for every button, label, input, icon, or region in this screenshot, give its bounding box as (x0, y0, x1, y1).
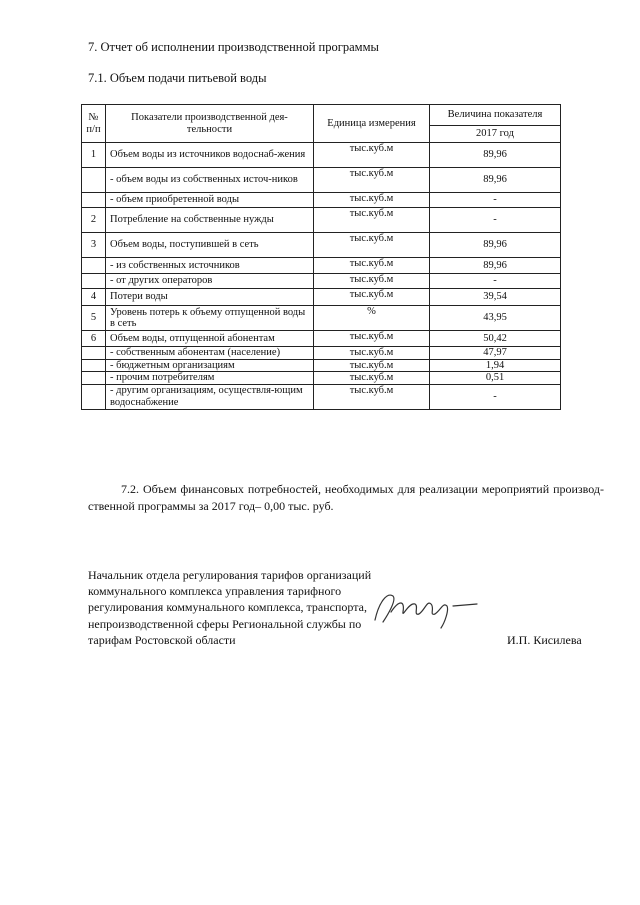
table-row (82, 233, 561, 258)
row-value: - (430, 208, 561, 233)
table-row (82, 372, 561, 385)
row-indicator: Уровень потерь к объему отпущенной воды в сеть (106, 306, 314, 331)
section-title: 7. Отчет об исполнении производственной программы (88, 40, 379, 54)
row-num (82, 359, 106, 372)
table-row (82, 384, 561, 409)
row-value: - (430, 193, 561, 208)
row-unit: тыс.куб.м (314, 208, 430, 233)
row-num (82, 347, 106, 360)
table-row (82, 168, 561, 193)
row-num (82, 193, 106, 208)
row-value: 0,51 (430, 372, 561, 385)
row-indicator: - другим организациям, осуществля-ющим водоснабжение (106, 384, 314, 409)
row-num: 2 (82, 208, 106, 233)
header-num: № п/п (82, 105, 106, 143)
row-indicator: - объем приобретенной воды (106, 193, 314, 208)
table-row (82, 289, 561, 306)
row-value: 39,54 (430, 289, 561, 306)
row-value: 89,96 (430, 168, 561, 193)
row-num (82, 372, 106, 385)
header-year: 2017 год (430, 126, 561, 143)
row-unit: тыс.куб.м (314, 193, 430, 208)
table-body (82, 143, 561, 410)
table-row (82, 143, 561, 168)
row-unit: тыс.куб.м (314, 168, 430, 193)
row-num: 6 (82, 331, 106, 347)
row-value: 50,42 (430, 331, 561, 347)
table-row (82, 193, 561, 208)
row-value: 89,96 (430, 143, 561, 168)
table-row (82, 331, 561, 347)
row-unit: тыс.куб.м (314, 347, 430, 360)
row-indicator: - объем воды из собственных источ-ников (106, 168, 314, 193)
row-unit: % (314, 306, 430, 331)
header-value: Величина показателя (430, 105, 561, 126)
row-unit: тыс.куб.м (314, 143, 430, 168)
water-supply-table (81, 104, 561, 410)
row-indicator: - собственным абонентам (население) (106, 347, 314, 360)
position-line: Начальник отдела регулирования тарифов организаций (88, 568, 372, 582)
header-unit: Единица измерения (314, 105, 430, 143)
row-indicator: Объем воды, отпущенной абонентам (106, 331, 314, 347)
table-row (82, 258, 561, 274)
row-num (82, 384, 106, 409)
row-num: 1 (82, 143, 106, 168)
row-num (82, 274, 106, 289)
position-line: непроизводственной сферы Региональной службы по (88, 616, 362, 631)
signatory-position (88, 567, 388, 648)
row-value: 89,96 (430, 233, 561, 258)
row-indicator: Объем воды, поступившей в сеть (106, 233, 314, 258)
row-num: 3 (82, 233, 106, 258)
table-row (82, 208, 561, 233)
row-unit: тыс.куб.м (314, 359, 430, 372)
table-row (82, 306, 561, 331)
row-unit: тыс.куб.м (314, 233, 430, 258)
row-num (82, 168, 106, 193)
signatory-name: И.П. Кисилева (507, 633, 582, 647)
table-row (82, 347, 561, 360)
position-line: регулирования коммунального комплекса, транспорта, (88, 600, 367, 615)
row-indicator: - бюджетным организациям (106, 359, 314, 372)
row-unit: тыс.куб.м (314, 289, 430, 306)
row-value: - (430, 384, 561, 409)
row-indicator: Потери воды (106, 289, 314, 306)
row-value: - (430, 274, 561, 289)
row-value: 47,97 (430, 347, 561, 360)
position-line: тарифам Ростовской области (88, 632, 236, 647)
header-indicator: Показатели производственной дея-тельности (106, 105, 314, 143)
row-value: 1,94 (430, 359, 561, 372)
row-value: 89,96 (430, 258, 561, 274)
handwritten-signature (365, 582, 485, 632)
row-indicator: - прочим потребителям (106, 372, 314, 385)
row-num: 4 (82, 289, 106, 306)
row-indicator: Потребление на собственные нужды (106, 208, 314, 233)
row-value: 43,95 (430, 306, 561, 331)
position-line: коммунального комплекса управления тарифного (88, 584, 342, 599)
subsection-title: 7.1. Объем подачи питьевой воды (88, 71, 267, 85)
table-row (82, 359, 561, 372)
row-unit: тыс.куб.м (314, 258, 430, 274)
row-unit: тыс.куб.м (314, 274, 430, 289)
row-num (82, 258, 106, 274)
row-indicator: - от других операторов (106, 274, 314, 289)
row-indicator: - из собственных источников (106, 258, 314, 274)
row-unit: тыс.куб.м (314, 372, 430, 385)
table-row (82, 274, 561, 289)
paragraph-7-2: 7.2. Объем финансовых потребностей, необходимых для реализации мероприятий производ-ственной программы за 2017 год– 0,00 тыс. руб. (88, 482, 604, 513)
row-unit: тыс.куб.м (314, 384, 430, 409)
row-unit: тыс.куб.м (314, 331, 430, 347)
row-indicator: Объем воды из источников водоснаб-жения (106, 143, 314, 168)
row-num: 5 (82, 306, 106, 331)
